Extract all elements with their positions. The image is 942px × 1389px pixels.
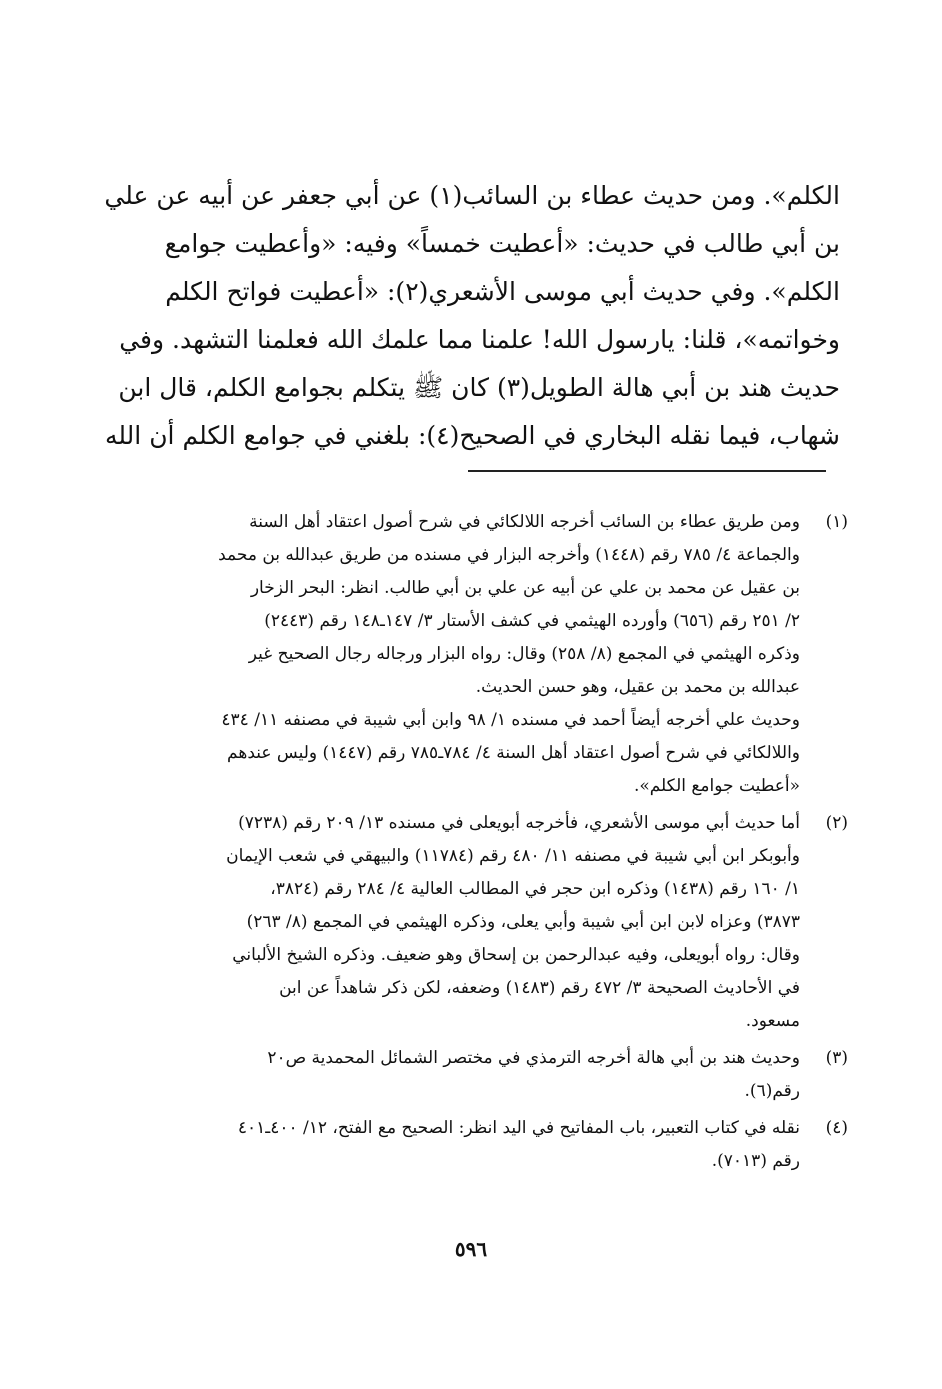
footnote-number: (٣) [825, 1048, 848, 1068]
footnote-line: واللالكائي في شرح أصول اعتقاد أهل السنة ٤/ ٧٨٤ـ٧٨٥ رقم (١٤٤٧) وليس عندهم [227, 743, 800, 763]
footnote-line: أما حديث أبي موسى الأشعري، فأخرجه أبويعلى في مسنده ١٣/ ٢٠٩ رقم (٧٢٣٨) [238, 813, 800, 833]
main-text-line: وخواتمه»، قلنا: يارسول الله! علمنا مما علمك الله فعلمنا التشهد. وفي [119, 325, 840, 354]
footnote-line: بن عقيل عن محمد بن علي عن أبيه عن علي بن أبي طالب. انظر: البحر الزخار [250, 578, 800, 598]
footnote-line: والجماعة ٤/ ٧٨٥ رقم (١٤٤٨) وأخرجه البزار في مسنده من طريق عبدالله بن محمد [218, 545, 800, 565]
footnote-number: (١) [825, 512, 848, 532]
main-text-line: بن أبي طالب في حديث: «أعطيت خمساً» وفيه: «وأعطيت جوامع [164, 229, 840, 258]
footnote-2 [88, 807, 848, 1038]
footnote-line: مسعود. [745, 1011, 800, 1031]
main-text-line: حديث هند بن أبي هالة الطويل(٣) كان ﷺ يتكلم بجوامع الكلم، قال ابن [118, 373, 840, 402]
footnote-separator [468, 470, 826, 472]
footnote-line: ٣٨٧٣) وعزاه لابن ابن أبي شيبة وأبي يعلى، وذكره الهيثمي في المجمع (٨/ ٢٦٣) [246, 912, 800, 932]
footnote-line: ومن طريق عطاء بن السائب أخرجه اللالكائي في شرح أصول اعتقاد أهل السنة [249, 512, 800, 532]
main-text-line: الكلم». ومن حديث عطاء بن السائب(١) عن أبي جعفر عن أبيه عن علي [104, 181, 840, 210]
page-number: ٥٩٦ [454, 1237, 488, 1261]
footnote-line: «أعطيت جوامع الكلم». [633, 776, 800, 796]
footnote-3 [88, 1042, 848, 1108]
footnote-line: نقله في كتاب التعبير، باب المفاتيح في اليد انظر: الصحيح مع الفتح، ١٢/ ٤٠٠ـ٤٠١ [237, 1118, 800, 1138]
footnote-line: ٢/ ٢٥١ رقم (٦٥٦) وأورده الهيثمي في كشف الأستار ٣/ ١٤٧ـ١٤٨ رقم (٢٤٤٣) [264, 611, 800, 631]
footnote-line: رقم (٧٠١٣). [711, 1151, 800, 1171]
footnote-number: (٢) [825, 813, 848, 833]
footnotes-section [88, 506, 848, 1182]
footnote-body [88, 1042, 800, 1108]
footnote-line: عبدالله بن محمد بن عقيل، وهو حسن الحديث. [475, 677, 800, 697]
footnote-body [88, 807, 800, 1038]
main-text-block [88, 172, 840, 460]
footnote-line: وحديث هند بن أبي هالة أخرجه الترمذي في مختصر الشمائل المحمدية ص٢٠ [267, 1048, 800, 1068]
footnote-4 [88, 1112, 848, 1178]
footnote-line: في الأحاديث الصحيحة ٣/ ٤٧٢ رقم (١٤٨٣) وضعفه، لكن ذكر شاهداً عن ابن [279, 978, 800, 998]
main-text-line: شهاب، فيما نقله البخاري في الصحيح(٤): بلغني في جوامع الكلم أن الله [105, 421, 840, 450]
footnote-body [88, 1112, 800, 1178]
footnote-line: ١/ ١٦٠ رقم (١٤٣٨) وذكره ابن حجر في المطالب العالية ٤/ ٢٨٤ رقم (٣٨٢٤، [270, 879, 800, 899]
footnote-line: وقال: رواه أبويعلى، وفيه عبدالرحمن بن إسحاق وهو ضعيف. وذكره الشيخ الألباني [232, 945, 800, 965]
footnote-body [88, 506, 800, 803]
footnote-number: (٤) [825, 1118, 848, 1138]
main-text-line: الكلم». وفي حديث أبي موسى الأشعري(٢): «أعطيت فواتح الكلم [165, 277, 840, 306]
footnote-line: رقم(٦). [744, 1081, 800, 1101]
footnote-line: وأبوبكر ابن أبي شيبة في مصنفه ١١/ ٤٨٠ رقم (١١٧٨٤) والبيهقي في شعب الإيمان [226, 846, 800, 866]
footnote-line: وذكره الهيثمي في المجمع (٨/ ٢٥٨) وقال: رواه البزار ورجاله رجال الصحيح غير [248, 644, 800, 664]
footnote-line: وحديث علي أخرجه أيضاً أحمد في مسنده ١/ ٩٨ وابن أبي شيبة في مصنفه ١١/ ٤٣٤ [221, 710, 800, 730]
footnote-1 [88, 506, 848, 803]
